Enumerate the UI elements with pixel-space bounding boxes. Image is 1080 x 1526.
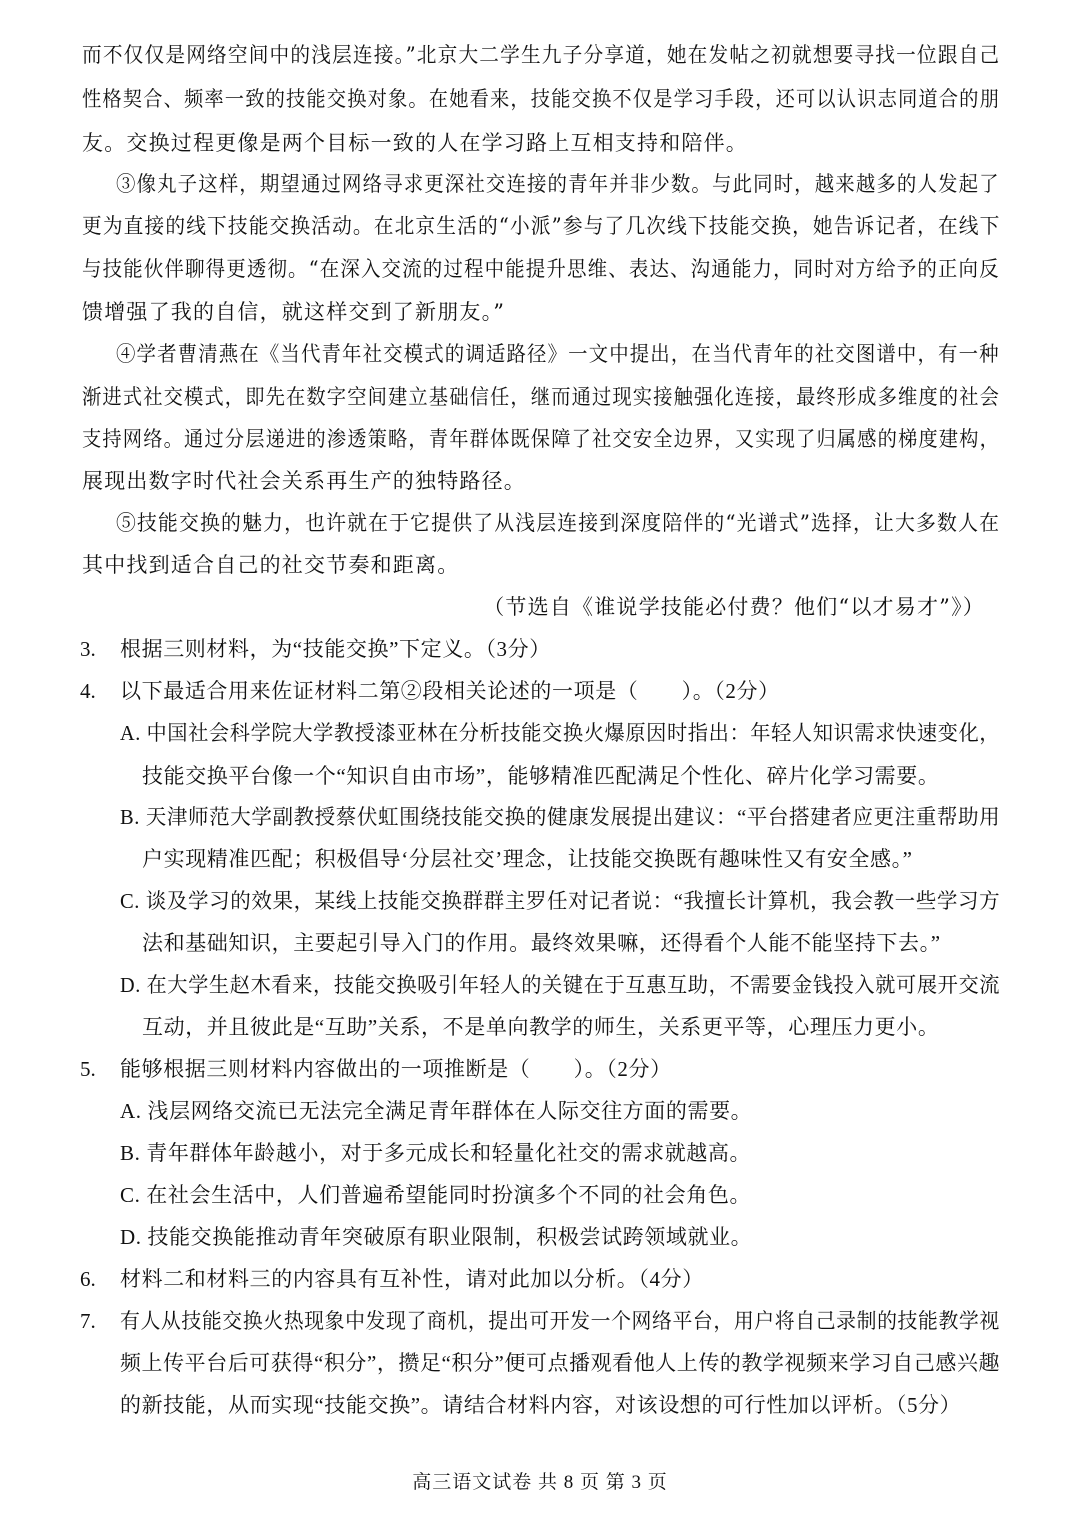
option-a-cont: 技能交换平台像一个“知识自由市场”，能够精准匹配满足个性化、碎片化学习需要。 bbox=[142, 764, 940, 788]
passage-paragraph-4: ④学者曹清燕在《当代青年社交模式的调适路径》一文中提出，在当代青年的社交图谱中，有一种 bbox=[116, 342, 1000, 366]
passage-line: 支持网络。通过分层递进的渗透策略，青年群体既保障了社交安全边界，又实现了归属感的梯度建构， bbox=[82, 427, 1000, 451]
option-a: A. 中国社会科学院大学教授漆亚林在分析技能交换火爆原因时指出：年轻人知识需求快速变化， bbox=[120, 721, 1001, 745]
passage-line: 性格契合、频率一致的技能交换对象。在她看来，技能交换不仅是学习手段，还可以认识志同道合的朋 bbox=[82, 87, 1000, 111]
option-b: B. 青年群体年龄越小，对于多元成长和轻量化社交的需求就越高。 bbox=[120, 1141, 752, 1165]
question-7-line: 的新技能，从而实现“技能交换”。请结合材料内容，对该设想的可行性加以评析。（5分） bbox=[120, 1393, 962, 1417]
passage-line: 馈增强了我的自信，就这样交到了新朋友。” bbox=[82, 300, 506, 324]
passage-paragraph-5: ⑤技能交换的魅力，也许就在于它提供了从浅层连接到深度陪伴的“光谱式”选择，让大多数人在 bbox=[116, 511, 1001, 535]
question-4: 以下最适合用来佐证材料二第②段相关论述的一项是（ ）。（2分） bbox=[120, 679, 780, 703]
passage-paragraph-3: ③像丸子这样，期望通过网络寻求更深社交连接的青年并非少数。与此同时，越来越多的人发起了 bbox=[116, 172, 1000, 196]
passage-line: 其中找到适合自己的社交节奏和距离。 bbox=[82, 553, 460, 577]
question-5: 能够根据三则材料内容做出的一项推断是（ ）。（2分） bbox=[120, 1057, 672, 1081]
question-3: 根据三则材料，为“技能交换”下定义。（3分） bbox=[120, 637, 551, 661]
question-number: 6. bbox=[80, 1267, 96, 1291]
option-d-cont: 互动，并且彼此是“互助”关系，不是单向教学的师生，关系更平等，心理压力更小。 bbox=[142, 1015, 940, 1039]
option-d: D. 在大学生赵木看来，技能交换吸引年轻人的关键在于互惠互助，不需要金钱投入就可展开交流 bbox=[120, 973, 1001, 997]
question-6: 材料二和材料三的内容具有互补性，请对此加以分析。（4分） bbox=[120, 1267, 704, 1291]
option-b-cont: 户实现精准匹配；积极倡导‘分层社交’理念，让技能交换既有趣味性又有安全感。” bbox=[142, 847, 913, 871]
option-c: C. 谈及学习的效果，某线上技能交换群群主罗任对记者说：“我擅长计算机，我会教一些学习方 bbox=[120, 889, 1001, 913]
passage-line: 而不仅仅是网络空间中的浅层连接。”北京大二学生九子分享道，她在发帖之初就想要寻找一位跟自己 bbox=[82, 43, 1001, 67]
option-c: C. 在社会生活中，人们普遍希望能同时扮演多个不同的社会角色。 bbox=[120, 1183, 752, 1207]
passage-line: 渐进式社交模式，即先在数字空间建立基础信任，继而通过现实接触强化连接，最终形成多维度的社会 bbox=[82, 385, 1000, 409]
question-7-line: 频上传平台后可获得“积分”，攒足“积分”便可点播观看他人上传的教学视频来学习自己感兴趣 bbox=[120, 1351, 1001, 1375]
passage-line: 展现出数字时代社会关系再生产的独特路径。 bbox=[82, 469, 526, 493]
question-number: 7. bbox=[80, 1309, 96, 1333]
passage-line: 友。交换过程更像是两个目标一致的人在学习路上互相支持和陪伴。 bbox=[82, 131, 748, 155]
passage-source: （节选自《谁说学技能必付费？他们“以才易才”》） bbox=[483, 595, 985, 619]
passage-line: 更为直接的线下技能交换活动。在北京生活的“小派”参与了几次线下技能交换，她告诉记者，在线下 bbox=[82, 214, 1001, 238]
option-b: B. 天津师范大学副教授蔡伏虹围绕技能交换的健康发展提出建议：“平台搭建者应更注重帮助用 bbox=[120, 805, 1001, 829]
option-c-cont: 法和基础知识，主要起引导入门的作用。最终效果嘛，还得看个人能不能坚持下去。” bbox=[142, 931, 941, 955]
question-7-line: 有人从技能交换火热现象中发现了商机，提出可开发一个网络平台，用户将自己录制的技能教学视 bbox=[120, 1309, 1000, 1333]
question-number: 5. bbox=[80, 1057, 96, 1081]
passage-line: 与技能伙伴聊得更透彻。“在深入交流的过程中能提升思维、表达、沟通能力，同时对方给予的正向反 bbox=[82, 257, 1000, 281]
page-footer: 高三语文试卷 共 8 页 第 3 页 bbox=[412, 1472, 668, 1493]
option-d: D. 技能交换能推动青年突破原有职业限制，积极尝试跨领域就业。 bbox=[120, 1225, 753, 1249]
question-number: 4. bbox=[80, 679, 96, 703]
option-a: A. 浅层网络交流已无法完全满足青年群体在人际交往方面的需要。 bbox=[120, 1099, 753, 1123]
question-number: 3. bbox=[80, 637, 96, 661]
